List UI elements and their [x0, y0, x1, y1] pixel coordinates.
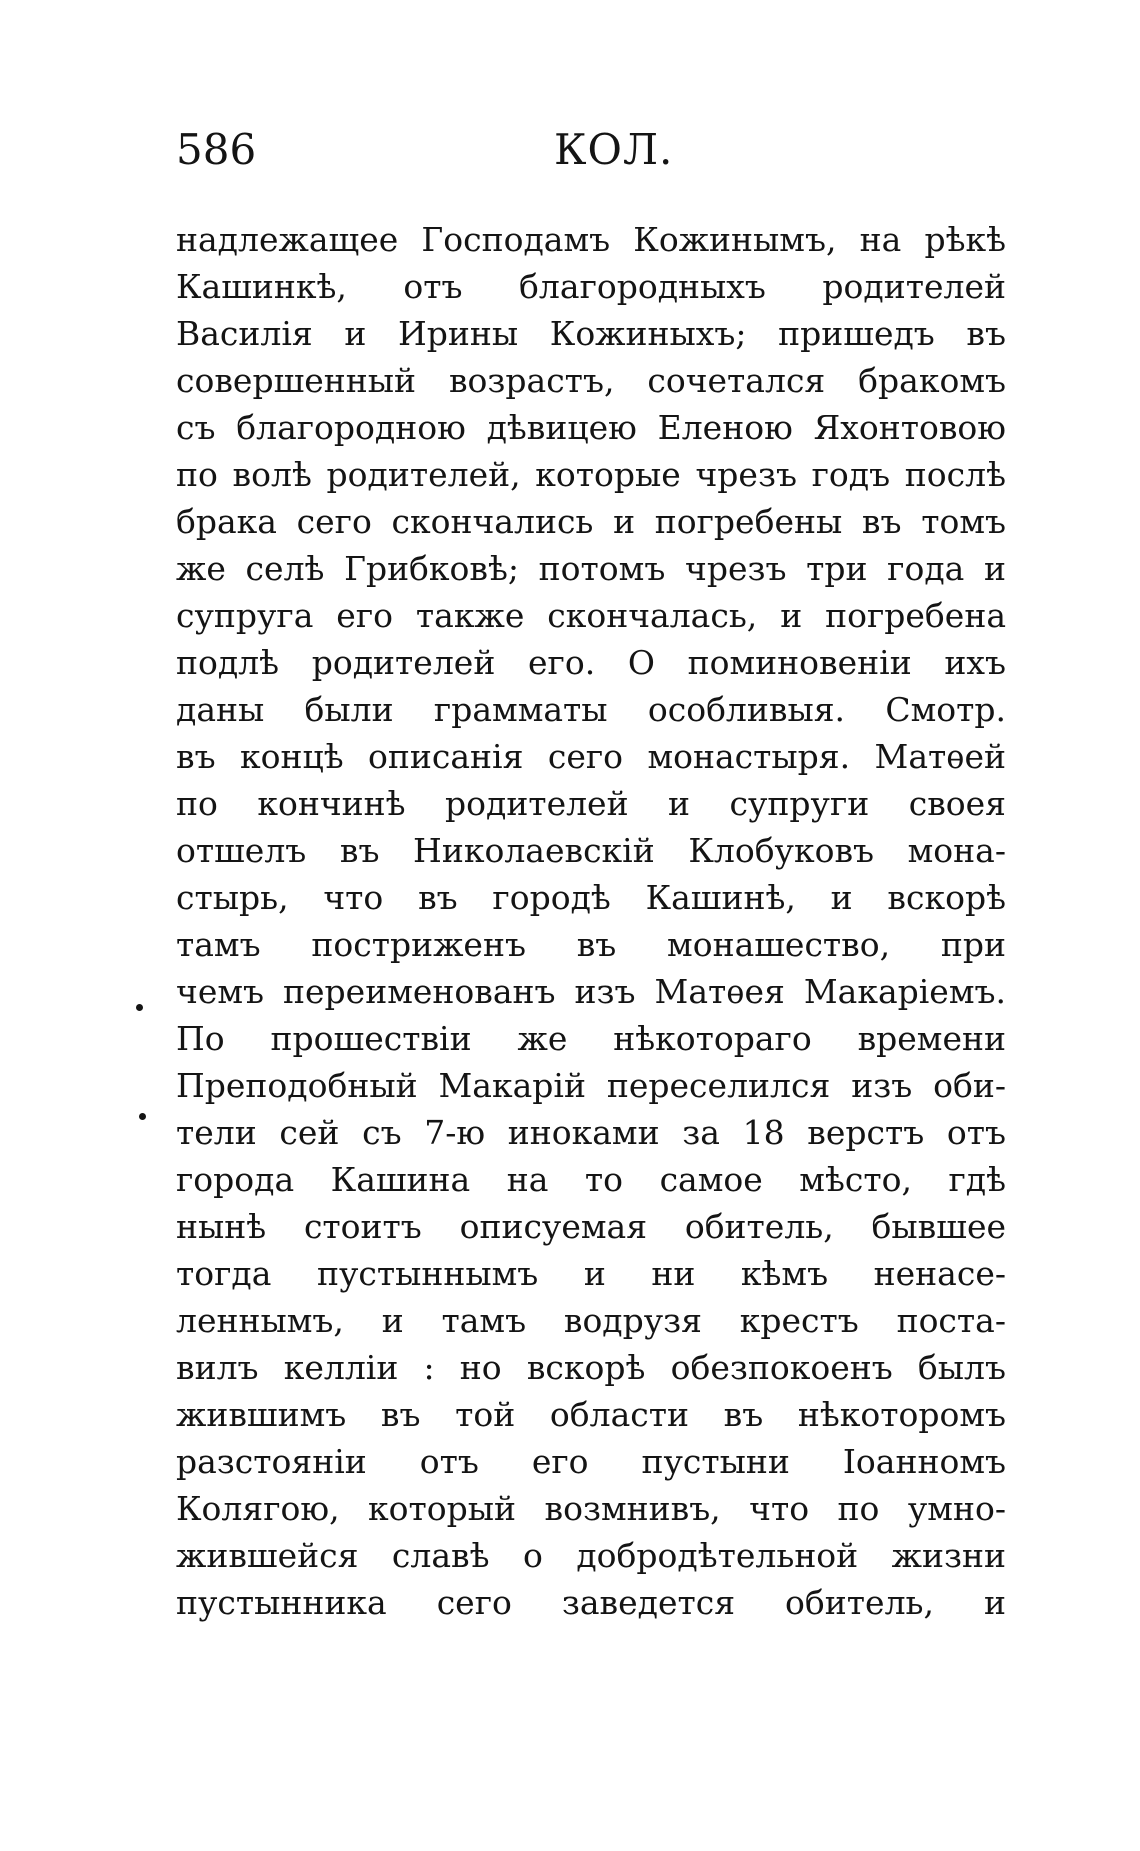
- text-line: брака сего скончались и погребены въ томъ: [176, 502, 1006, 541]
- text-line: нынѣ стоитъ описуемая обитель, бывшее: [176, 1207, 1006, 1246]
- text-line: тели сей съ 7-ю иноками за 18 верстъ отъ: [176, 1113, 1006, 1152]
- text-line: чемъ переименованъ изъ Матѳея Макаріемъ.: [176, 972, 1006, 1011]
- margin-mark: [139, 1113, 146, 1120]
- text-line: Преподобный Макарій переселился изъ оби-: [176, 1066, 1006, 1105]
- text-line: Кашинкѣ, отъ благородныхъ родителей: [176, 267, 1006, 306]
- text-line: леннымъ, и тамъ водрузя крестъ поста-: [176, 1301, 1006, 1340]
- text-line: жившейся славѣ о добродѣтельной жизни: [176, 1536, 1006, 1575]
- text-line: супруга его также скончалась, и погребена: [176, 596, 1006, 635]
- page-number: 586: [176, 125, 257, 174]
- text-line: разстояніи отъ его пустыни Іоанномъ: [176, 1442, 1006, 1481]
- text-line: съ благородною дѣвицею Еленою Яхонтовою: [176, 408, 1006, 447]
- text-line: тамъ постриженъ въ монашество, при: [176, 925, 1006, 964]
- text-line: По прошествіи же нѣкотораго времени: [176, 1019, 1006, 1058]
- text-line: пустынника сего заведется обитель, и: [176, 1583, 1006, 1622]
- text-line: Колягою, который возмнивъ, что по умно-: [176, 1489, 1006, 1528]
- text-line: стырь, что въ городѣ Кашинѣ, и вскорѣ: [176, 878, 1006, 917]
- text-line: вилъ келліи : но вскорѣ обезпокоенъ былъ: [176, 1348, 1006, 1387]
- text-line: же селѣ Грибковѣ; потомъ чрезъ три года и: [176, 549, 1006, 588]
- text-line: города Кашина на то самое мѣсто, гдѣ: [176, 1160, 1006, 1199]
- text-line: по волѣ родителей, которые чрезъ годъ послѣ: [176, 455, 1006, 494]
- page-header: [176, 120, 1006, 190]
- text-line: отшелъ въ Николаевскій Клобуковъ мона-: [176, 831, 1006, 870]
- running-head: КОЛ.: [554, 125, 674, 174]
- text-line: тогда пустыннымъ и ни кѣмъ ненасе-: [176, 1254, 1006, 1293]
- margin-mark: [136, 1004, 143, 1011]
- text-line: подлѣ родителей его. О поминовеніи ихъ: [176, 643, 1006, 682]
- text-line: даны были грамматы особливыя. Смотр.: [176, 690, 1006, 729]
- text-line: по кончинѣ родителей и супруги своея: [176, 784, 1006, 823]
- text-line: Василія и Ирины Кожиныхъ; пришедъ въ: [176, 314, 1006, 353]
- body-text: [176, 216, 1006, 1626]
- text-line: въ концѣ описанія сего монастыря. Матѳей: [176, 737, 1006, 776]
- text-line: жившимъ въ той области въ нѣкоторомъ: [176, 1395, 1006, 1434]
- text-line: совершенный возрастъ, сочетался бракомъ: [176, 361, 1006, 400]
- text-line: надлежащее Господамъ Кожинымъ, на рѣкѣ: [176, 220, 1006, 259]
